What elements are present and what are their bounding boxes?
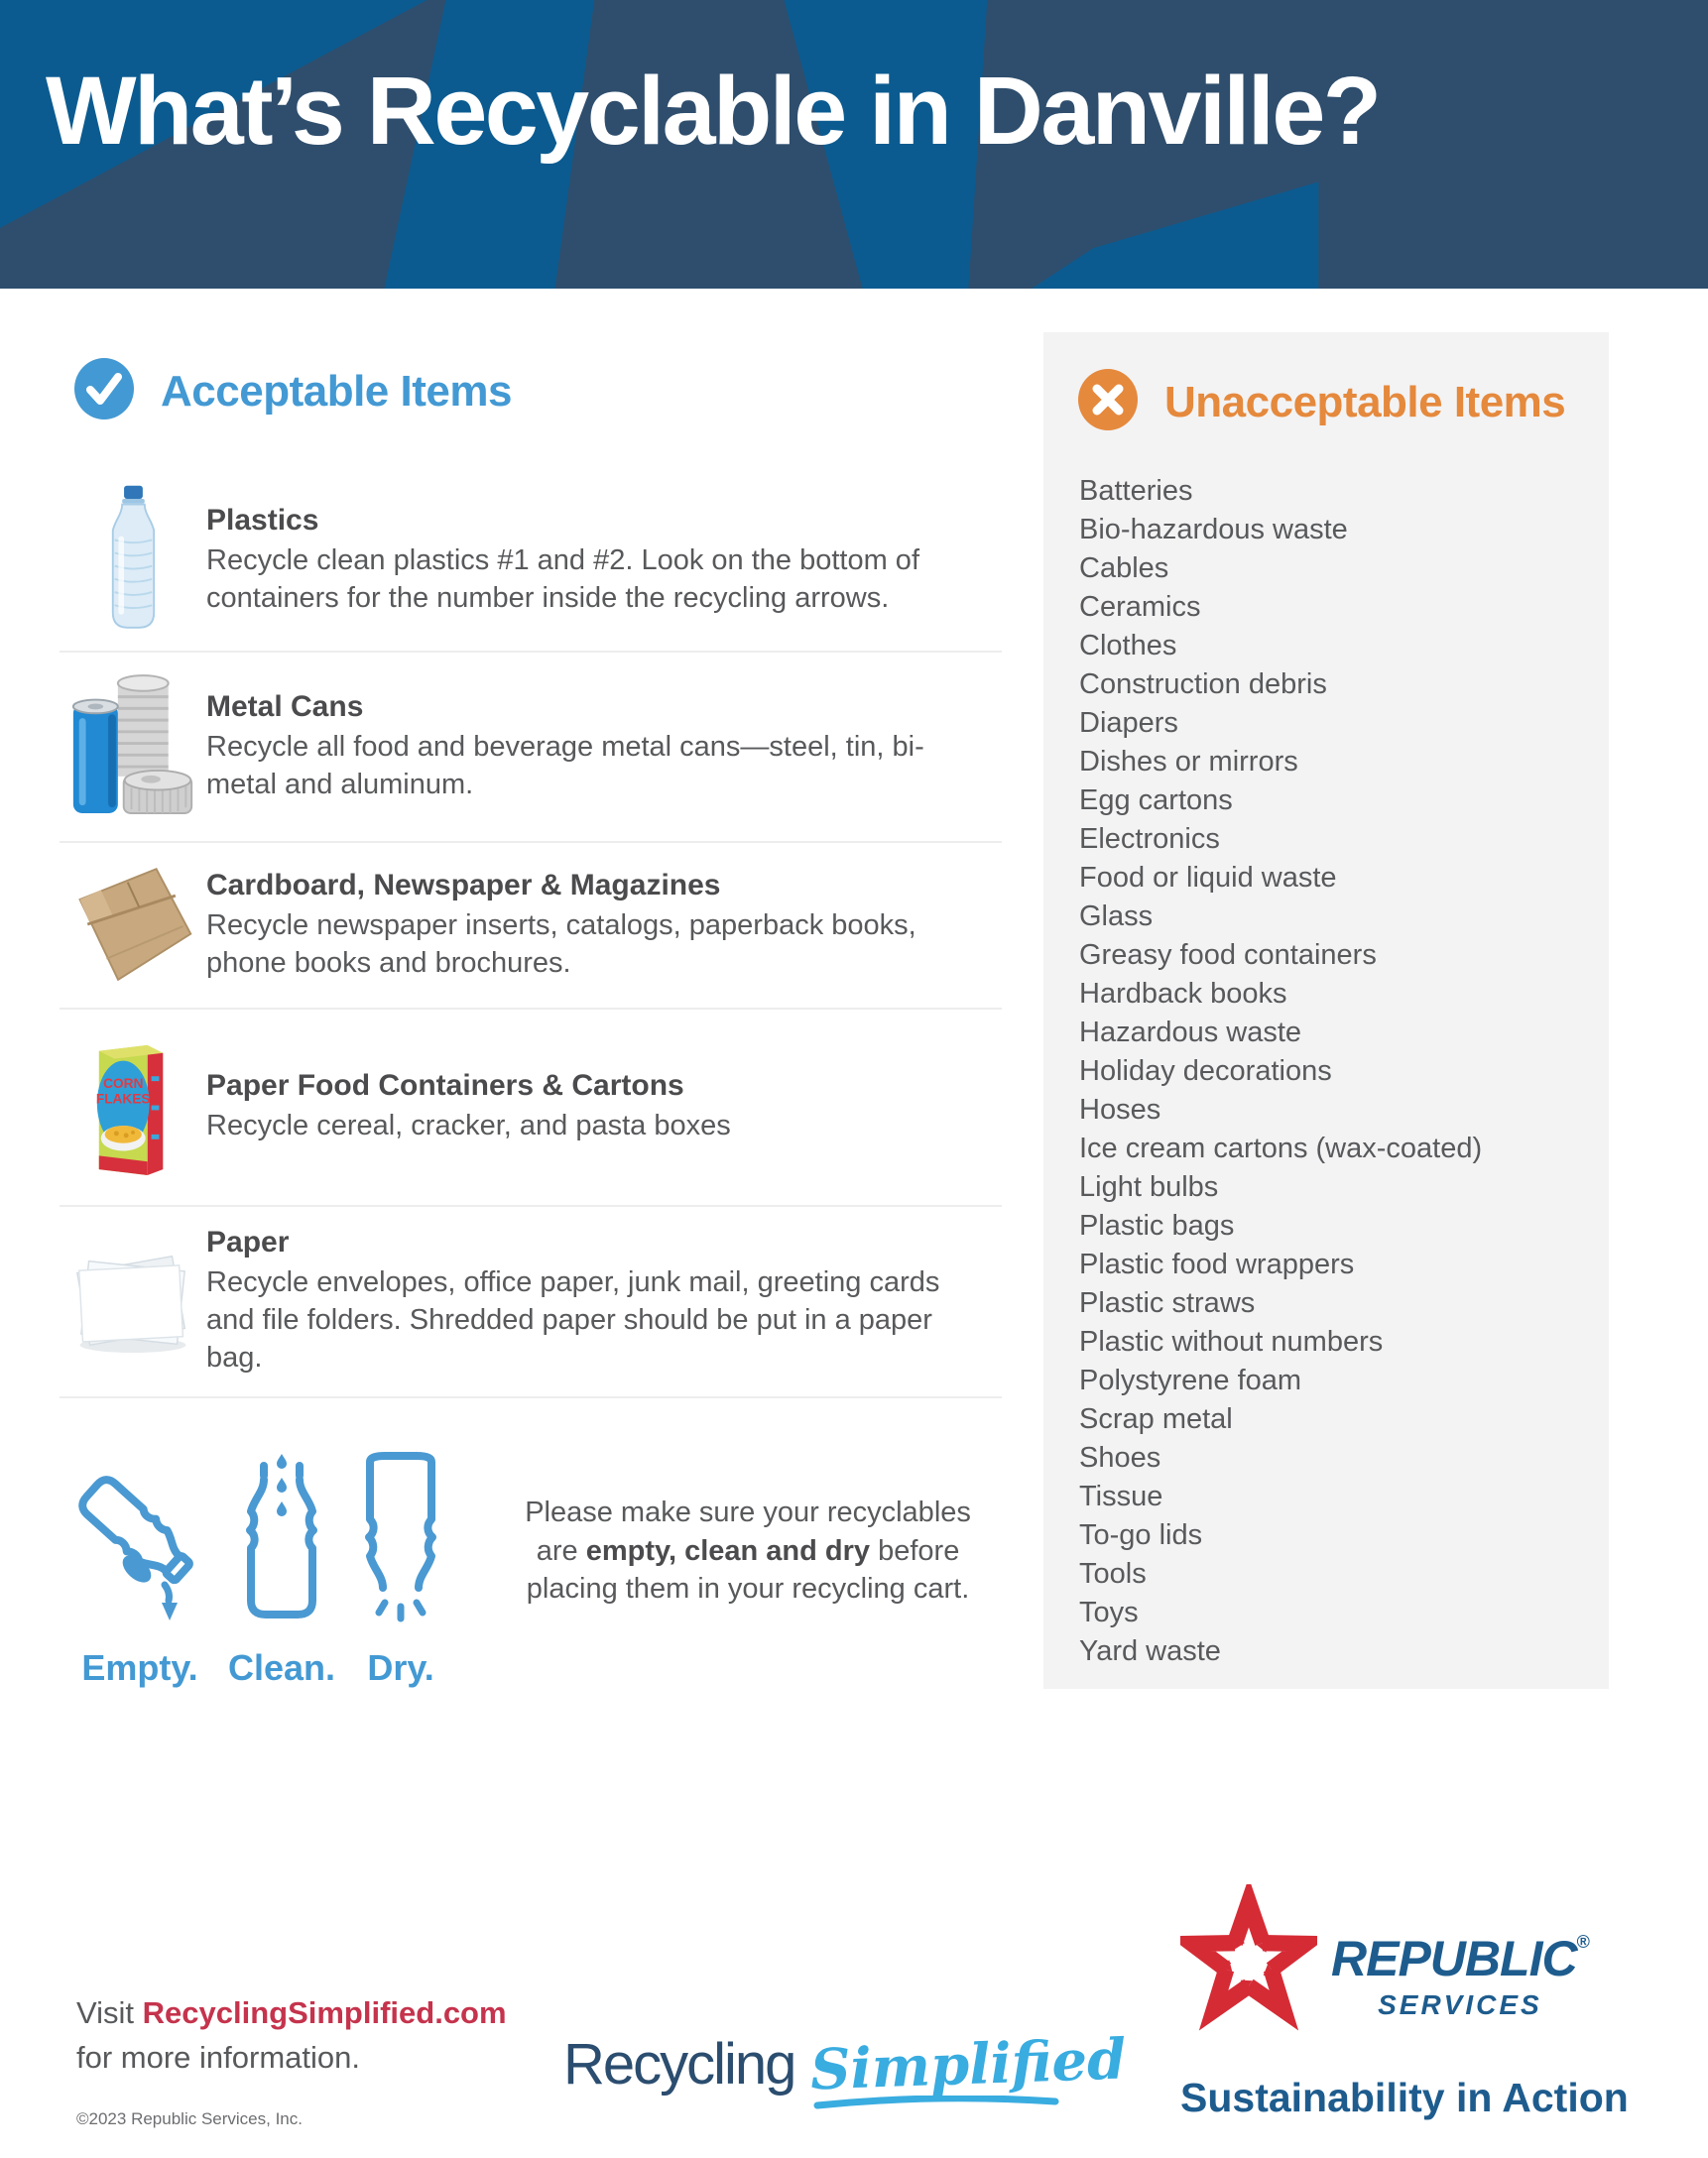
empty-bottle-icon	[65, 1616, 214, 1632]
acceptable-heading	[60, 357, 1002, 425]
page-title: What’s Recyclable in Danville?	[46, 57, 1380, 165]
cereal-box-text-line1: CORN	[103, 1075, 144, 1091]
clean-bottle-icon	[230, 1616, 333, 1632]
unacceptable-list-item: Bio-hazardous waste	[1079, 514, 1348, 545]
item-description: Recycle envelopes, office paper, junk mail, greeting cards and file folders. Shredded paper should be put in a paper bag.	[206, 1266, 940, 1374]
item-title: Paper Food Containers & Cartons	[206, 1069, 684, 1103]
unacceptable-list-item: Polystyrene foam	[1079, 1365, 1302, 1396]
item-title: Plastics	[206, 504, 319, 538]
metal-cans-image	[60, 671, 206, 822]
unacceptable-list-item: To-go lids	[1079, 1519, 1203, 1551]
republic-wordmark: REPUBLIC	[1331, 1931, 1577, 1986]
paper-stack-image	[60, 1247, 206, 1358]
unacceptable-list-item: Toys	[1079, 1597, 1139, 1628]
unacceptable-list-item: Hazardous waste	[1079, 1017, 1302, 1048]
unacceptable-list-item: Construction debris	[1079, 668, 1327, 700]
unacceptable-list-item: Tissue	[1079, 1481, 1163, 1512]
unacceptable-list-item: Holiday decorations	[1079, 1055, 1332, 1087]
acceptable-section	[60, 357, 1002, 1689]
unacceptable-list-item: Dishes or mirrors	[1079, 746, 1298, 778]
unacceptable-list-item: Shoes	[1079, 1442, 1161, 1474]
x-circle-icon	[1077, 368, 1139, 436]
visit-info: Visit RecyclingSimplified.com for more information.	[76, 1991, 507, 2081]
header-banner	[0, 0, 1708, 289]
recycling-simplified-link[interactable]: RecyclingSimplified.com	[142, 1995, 507, 2030]
unacceptable-list-item: Batteries	[1079, 475, 1193, 507]
cardboard-image	[60, 863, 206, 988]
unacceptable-list	[1077, 472, 1575, 1671]
item-description: Recycle newspaper inserts, catalogs, paperback books, phone books and brochures.	[206, 908, 916, 979]
dry-bottle-icon	[349, 1616, 452, 1632]
unacceptable-list-item: Food or liquid waste	[1079, 862, 1337, 894]
unacceptable-list-item: Clothes	[1079, 630, 1177, 661]
item-description: Recycle all food and beverage metal cans—steel, tin, bi-metal and aluminum.	[206, 730, 924, 800]
item-title: Metal Cans	[206, 689, 364, 723]
unacceptable-heading	[1077, 368, 1575, 436]
republic-services-logo	[1180, 1884, 1589, 2040]
unacceptable-list-item: Scrap metal	[1079, 1403, 1233, 1435]
unacceptable-title: Unacceptable Items	[1164, 377, 1566, 426]
unacceptable-list-item: Tools	[1079, 1558, 1147, 1590]
clean-label: Clean.	[228, 1647, 336, 1688]
acceptable-item-cardboard	[60, 843, 1002, 1010]
unacceptable-list-item: Hoses	[1079, 1094, 1161, 1126]
visit-info-line2: for more information.	[76, 2039, 360, 2075]
copyright-text: ©2023 Republic Services, Inc.	[76, 2109, 303, 2128]
cereal-box-image	[60, 1037, 206, 1178]
unacceptable-list-item: Plastic straws	[1079, 1287, 1256, 1319]
unacceptable-list-item: Cables	[1079, 552, 1169, 584]
unacceptable-list-item: Ice cream cartons (wax-coated)	[1079, 1133, 1483, 1164]
unacceptable-list-item: Hardback books	[1079, 978, 1287, 1010]
empty-label: Empty.	[81, 1647, 198, 1688]
cereal-box-text-line2: FLAKES	[95, 1091, 151, 1107]
unacceptable-list-item: Greasy food containers	[1079, 939, 1377, 971]
unacceptable-list-item: Plastic without numbers	[1079, 1326, 1384, 1358]
item-title: Cardboard, Newspaper & Magazines	[206, 868, 721, 901]
acceptable-item-paper	[60, 1207, 1002, 1398]
acceptable-title: Acceptable Items	[161, 366, 512, 416]
unacceptable-list-item: Diapers	[1079, 707, 1178, 739]
recycling-simplified-logo	[563, 2026, 1128, 2103]
unacceptable-list-item: Light bulbs	[1079, 1171, 1219, 1203]
plastic-bottle-image	[60, 482, 206, 641]
brand-word-simplified: Simplified	[809, 2026, 1128, 2103]
unacceptable-list-item: Egg cartons	[1079, 784, 1233, 816]
acceptable-list	[60, 471, 1002, 1398]
unacceptable-list-item: Electronics	[1079, 823, 1220, 855]
unacceptable-list-item: Ceramics	[1079, 591, 1201, 623]
services-wordmark: SERVICES	[1378, 1989, 1542, 2020]
dry-label: Dry.	[367, 1647, 434, 1688]
unacceptable-list-item: Plastic food wrappers	[1079, 1249, 1355, 1280]
republic-tagline: Sustainability in Action	[1180, 2075, 1629, 2120]
brand-word-recycling: Recycling	[563, 2032, 795, 2097]
empty-clean-dry-note: Please make sure your recyclables are empty, clean and dry before placing them in your recycling cart.	[525, 1497, 971, 1606]
acceptable-item-plastics	[60, 471, 1002, 653]
acceptable-item-metal-cans	[60, 653, 1002, 843]
check-circle-icon	[73, 357, 135, 425]
empty-clean-dry-block	[60, 1398, 1002, 1689]
item-title: Paper	[206, 1226, 290, 1259]
unacceptable-list-item: Plastic bags	[1079, 1210, 1235, 1242]
unacceptable-section	[1043, 332, 1609, 1689]
item-description: Recycle cereal, cracker, and pasta boxes	[206, 1110, 731, 1142]
item-description: Recycle clean plastics #1 and #2. Look on the bottom of containers for the number inside the recycling arrows.	[206, 544, 919, 614]
brand-underline-swoosh	[812, 2096, 1060, 2109]
acceptable-item-cartons	[60, 1010, 1002, 1207]
unacceptable-list-item: Glass	[1079, 900, 1154, 932]
registered-mark: ®	[1576, 1932, 1589, 1952]
unacceptable-list-item: Yard waste	[1079, 1635, 1221, 1667]
republic-star-icon	[1180, 1884, 1317, 2040]
